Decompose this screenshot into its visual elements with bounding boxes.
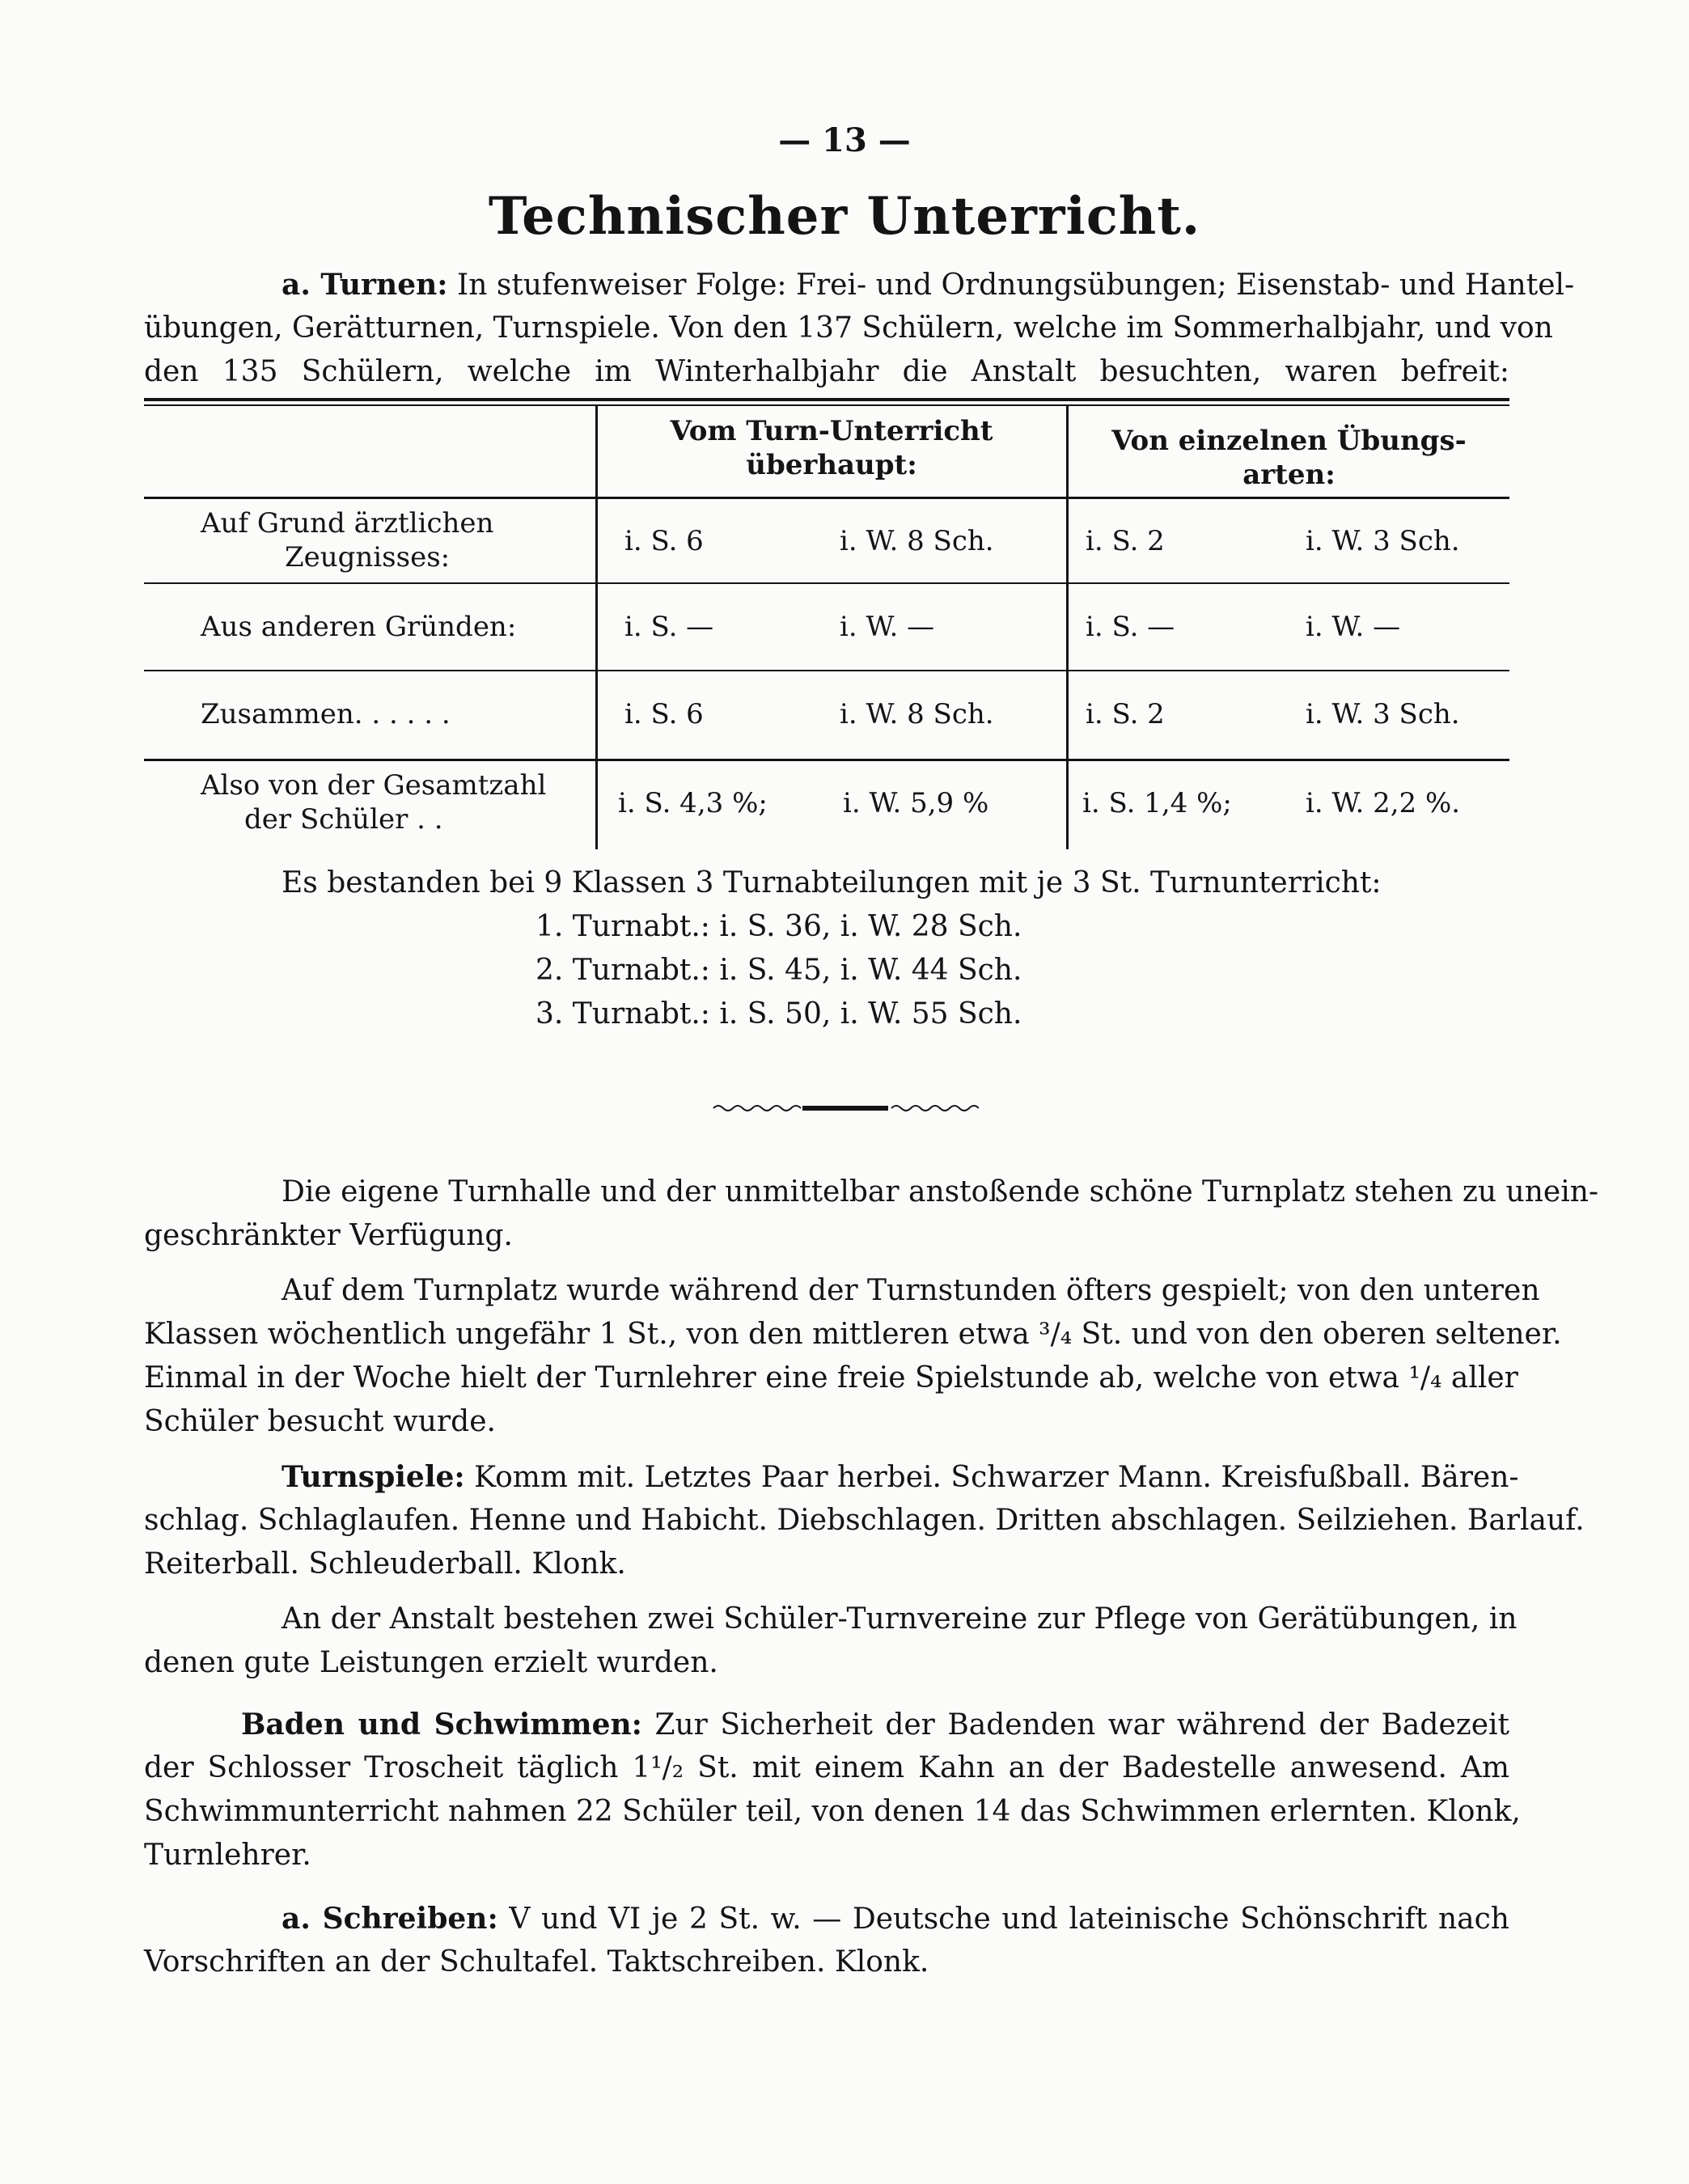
row-gesamtzahl-label-2: der Schüler . . xyxy=(244,803,443,836)
header-arten: arten: xyxy=(1242,459,1336,491)
baden-line-2: der Schlosser Troscheit täglich 1¹/₂ St. mit einem Kahn an der Badestelle anwesend. Am xyxy=(144,1751,1509,1784)
halle-line-1: Die eigene Turnhalle und der unmittelbar anstoßende schöne Turnplatz stehen zu unein- xyxy=(282,1175,1599,1208)
vereine-line-2: denen gute Leistungen erzielt wurden. xyxy=(144,1646,718,1679)
header-ueberhaupt: überhaupt: xyxy=(746,449,917,481)
separator-ornament xyxy=(712,1100,979,1116)
table-row-rule xyxy=(144,759,1509,761)
table-cell: i. S. 1,4 %; xyxy=(1082,787,1232,819)
turnspiele-line-2: schlag. Schlaglaufen. Henne und Habicht. Diebschlagen. Dritten abschlagen. Seilziehen. Barlauf. xyxy=(144,1504,1585,1537)
table-row-rule xyxy=(144,670,1509,671)
baden-label: Baden und Schwimmen: xyxy=(241,1708,642,1742)
vereine-line-1: An der Anstalt bestehen zwei Schüler-Turnvereine zur Pflege von Gerätübungen, in xyxy=(282,1602,1518,1636)
table-cell: i. W. — xyxy=(840,611,935,643)
row-aerztlich-label-2: Zeugnisses: xyxy=(285,541,451,574)
table-cell: i. S. — xyxy=(1086,611,1175,643)
turnspiele-label: Turnspiele: xyxy=(282,1460,465,1494)
header-einzelne-uebungsarten: Von einzelnen Übungs- xyxy=(1111,425,1467,457)
row-zusammen-label: Zusammen. . . . . . xyxy=(201,698,451,730)
turnen-line-2: übungen, Gerätturnen, Turnspiele. Von den 137 Schülern, welche im Sommerhalbjahr, und von xyxy=(144,311,1553,345)
turnspiele-line-3: Reiterball. Schleuderball. Klonk. xyxy=(144,1547,626,1581)
table-cell: i. S. 2 xyxy=(1086,525,1165,557)
page-number: — 13 — xyxy=(778,121,911,159)
table-cell: i. S. — xyxy=(624,611,714,643)
header-vom-turnunterricht: Vom Turn-Unterricht xyxy=(670,415,993,447)
turnen-line-1 xyxy=(144,268,1575,302)
row-aerztlich-label: Auf Grund ärztlichen xyxy=(201,507,494,540)
spiel-line-4: Schüler besucht wurde. xyxy=(144,1405,496,1438)
table-cell: i. W. 5,9 % xyxy=(843,787,989,819)
row-gesamtzahl-label: Also von der Gesamtzahl xyxy=(201,769,547,802)
table-cell: i. S. 6 xyxy=(624,698,704,730)
table-cell: i. W. — xyxy=(1306,611,1401,643)
abteilung-item: 1. Turnabt.: i. S. 36, i. W. 28 Sch. xyxy=(535,910,1022,943)
turnen-label: a. Turnen: xyxy=(282,268,448,302)
table-cell: i. W. 3 Sch. xyxy=(1306,698,1460,730)
table-top-rule xyxy=(144,398,1509,401)
turnspiele-line-1: Turnspiele: Komm mit. Letztes Paar herbei. Schwarzer Mann. Kreisfußball. Bären- xyxy=(144,1461,1509,1494)
exemption-table xyxy=(144,398,1509,851)
schreiben-line-1: a. Schreiben: V und VI je 2 St. w. — Deutsche und lateinische Schönschrift nach xyxy=(144,1903,1509,1936)
table-cell: i. W. 3 Sch. xyxy=(1306,525,1460,557)
table-cell: i. S. 6 xyxy=(624,525,704,557)
baden-line-3: Schwimmunterricht nahmen 22 Schüler teil, von denen 14 das Schwimmen erlernten. Klonk, xyxy=(144,1795,1521,1828)
table-header-rule xyxy=(144,497,1509,499)
table-top-rule-thin xyxy=(144,404,1509,406)
section-title: Technischer Unterricht. xyxy=(488,186,1201,247)
table-cell: i. W. 8 Sch. xyxy=(840,525,994,557)
turnen-text-1: In stufenweiser Folge: Frei- und Ordnungsübungen; Eisenstab- und Hantel- xyxy=(457,269,1575,302)
baden-line-4: Turnlehrer. xyxy=(144,1839,311,1872)
spiel-line-3: Einmal in der Woche hielt der Turnlehrer eine freie Spielstunde ab, welche von etwa ¹/₄ aller xyxy=(144,1361,1518,1395)
table-cell: i. S. 2 xyxy=(1086,698,1165,730)
schreiben-line-2: Vorschriften an der Schultafel. Taktschreiben. Klonk. xyxy=(144,1945,929,1979)
table-row-rule xyxy=(144,582,1509,584)
abteilungen-intro: Es bestanden bei 9 Klassen 3 Turnabteilungen mit je 3 St. Turnunterricht: xyxy=(282,866,1382,899)
row-andere-gruende-label: Aus anderen Gründen: xyxy=(201,611,517,643)
abteilung-item: 2. Turnabt.: i. S. 45, i. W. 44 Sch. xyxy=(535,954,1022,987)
schreiben-label: a. Schreiben: xyxy=(282,1902,498,1936)
table-cell: i. S. 4,3 %; xyxy=(618,787,768,819)
spiel-line-1: Auf dem Turnplatz wurde während der Turnstunden öfters gespielt; von den unteren xyxy=(282,1274,1540,1307)
abteilung-item: 3. Turnabt.: i. S. 50, i. W. 55 Sch. xyxy=(535,997,1022,1031)
table-cell: i. W. 8 Sch. xyxy=(840,698,994,730)
spiel-line-2: Klassen wöchentlich ungefähr 1 St., von den mittleren etwa ³/₄ St. und von den oberen seltener. xyxy=(144,1318,1562,1351)
table-cell: i. W. 2,2 %. xyxy=(1306,787,1461,819)
halle-line-2: geschränkter Verfügung. xyxy=(144,1219,513,1252)
turnen-line-3: den 135 Schülern, welche im Winterhalbjahr die Anstalt besuchten, waren befreit: xyxy=(144,355,1509,388)
baden-line-1: Baden und Schwimmen: Zur Sicherheit der Badenden war während der Badezeit xyxy=(144,1708,1509,1742)
